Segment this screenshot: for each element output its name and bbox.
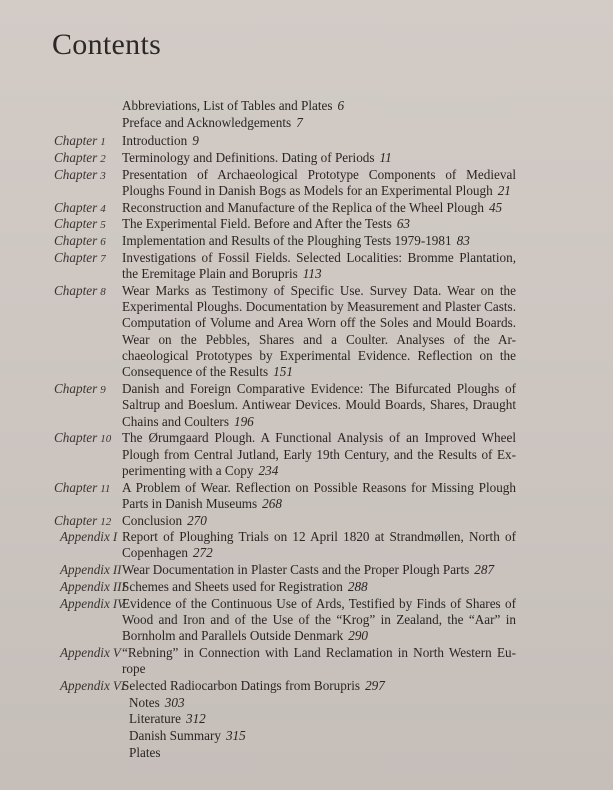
entry-label-word: Chapter	[54, 199, 98, 215]
entry-page-number: 287	[474, 562, 495, 578]
entry-page-number: 21	[497, 183, 511, 199]
entry-label-word: Appendix	[60, 562, 110, 578]
entry-page-number: 196	[233, 413, 254, 429]
entry-title-text: Implementation and Results of the Ploughing Tests 1979-1981	[122, 233, 452, 249]
entry-label-number: V	[112, 644, 121, 660]
entry-label-word: Appendix	[60, 578, 110, 594]
entry-title	[122, 167, 516, 200]
entry-label	[60, 529, 117, 545]
entry-label-number: III	[112, 578, 126, 594]
entry-label	[60, 678, 125, 694]
entry-label-number: 7	[100, 252, 106, 265]
entry-title-text: A Problem of Wear. Reflection on Possible Reasons for Missing Plough Parts in Danish Museums	[122, 479, 516, 511]
entry-page-number: 268	[262, 495, 282, 511]
entry-page-number: 312	[185, 711, 206, 727]
entry-label-number: 8	[100, 285, 106, 298]
entry-label-word: Chapter	[54, 512, 98, 528]
entry-title	[122, 250, 516, 283]
entry-title-text: “Rebning” in Connection with Land Reclamation in North Western Eu-rope	[122, 644, 516, 677]
entry-page-number: 151	[273, 364, 293, 380]
entry-title-text: The Ørumgaard Plough. A Functional Analysis of an Improved Wheel Plough from Central Jutland, Early 19th Century, and the Results of Ex-perimenting with a Copy	[122, 430, 516, 478]
toc-entry	[0, 167, 613, 200]
entry-title	[122, 381, 516, 430]
entry-label	[54, 513, 111, 530]
toc-entry	[0, 98, 613, 115]
toc-entry	[0, 711, 613, 728]
entry-label-word: Appendix	[60, 529, 110, 545]
toc-entry	[0, 695, 613, 712]
entry-title-text: Literature	[129, 711, 181, 727]
entry-title	[122, 430, 516, 479]
entry-title	[122, 150, 516, 167]
entry-label-number: VI	[112, 677, 126, 693]
entry-label	[54, 480, 110, 497]
entry-label-word: Chapter	[54, 282, 98, 298]
entry-label-number: 1	[100, 136, 106, 149]
entry-title-text: The Experimental Field. Before and After the Tests	[122, 216, 392, 232]
entry-label	[54, 133, 106, 150]
entry-title	[122, 513, 516, 530]
toc-entry	[0, 283, 613, 381]
entry-title	[122, 596, 516, 645]
entry-title	[122, 283, 516, 381]
entry-label-number: 11	[100, 482, 111, 495]
toc-entry	[0, 216, 613, 233]
entry-label	[54, 167, 106, 184]
entry-label	[54, 216, 106, 233]
entry-page-number: 297	[365, 677, 385, 693]
entry-label-number: 9	[100, 383, 106, 396]
entry-title-text: Investigations of Fossil Fields. Selected Localities: Bromme Plantation, the Eremitage Plain and Borupris	[122, 249, 516, 282]
entry-label-number: 5	[100, 219, 106, 232]
entry-label	[60, 562, 121, 578]
entry-title-text: Reconstruction and Manufacture of the Replica of the Wheel Plough	[122, 199, 484, 215]
entry-title	[129, 728, 523, 745]
entry-title-text: Selected Radiocarbon Datings from Borupris	[122, 677, 361, 693]
entry-page-number: 113	[302, 266, 322, 282]
entry-title	[122, 562, 516, 579]
entry-label-number: II	[112, 562, 122, 578]
entry-label	[54, 200, 106, 217]
entry-label-word: Appendix	[60, 677, 110, 693]
toc-entry	[0, 745, 613, 762]
entry-label	[60, 596, 125, 612]
entry-title-text: Presentation of Archaeological Prototype Components of Medieval Ploughs Found in Danish Bogs as Models for an Experimental Plough	[122, 166, 516, 199]
entry-title	[122, 480, 516, 513]
toc-entry	[0, 200, 613, 217]
entry-label-word: Chapter	[54, 479, 98, 495]
entry-page-number: 11	[379, 150, 392, 166]
entry-page-number: 9	[192, 133, 199, 149]
entry-title	[122, 233, 516, 250]
entry-label	[54, 381, 106, 398]
toc-entry	[0, 678, 613, 695]
toc-entry	[0, 728, 613, 745]
entry-title-text: Preface and Acknowledgements	[122, 114, 292, 130]
entry-title-text: Wear Marks as Testimony of Specific Use. Survey Data. Wear on the Experimental Ploughs. Documentation by Measurement and Plaster Casts. Computation of Volume and Area Worn off the Soles and Mould Boards. Wear on the Pebbles, Shares and a Coulter. Analyses of the Ar-chaeological Prototypes by Experimental Evidence. Reflection on the Consequence of the Results	[122, 282, 516, 380]
entry-title-text: Conclusion	[122, 512, 183, 528]
entry-label-number: 6	[100, 236, 106, 249]
entry-label	[60, 645, 121, 661]
entry-label-number: 4	[100, 202, 106, 215]
toc-entry	[0, 480, 613, 513]
entry-title	[129, 711, 523, 728]
toc-entry	[0, 150, 613, 167]
entry-label	[54, 250, 106, 267]
entry-page-number: 234	[258, 462, 279, 478]
entry-title	[129, 695, 523, 712]
entry-label-word: Chapter	[54, 216, 98, 232]
entry-label-number: 10	[100, 433, 112, 446]
entry-label	[60, 579, 126, 595]
entry-title-text: Evidence of the Continuous Use of Ards, Testified by Finds of Shares of Wood and Iron and of the Use of the “Krog” in Zealand, the “Aar” in Bornholm and Parallels Outside Denmark	[122, 595, 516, 644]
entry-title-text: Plates	[129, 744, 161, 760]
toc-entry	[0, 115, 613, 132]
entry-title-text: Schemes and Sheets used for Registration	[122, 578, 343, 594]
entry-title	[122, 200, 516, 217]
entry-title-text: Abbreviations, List of Tables and Plates	[122, 98, 333, 113]
toc-entry	[0, 529, 613, 562]
entry-label	[54, 283, 106, 300]
entry-label	[54, 150, 106, 167]
entry-label-word: Chapter	[54, 150, 98, 166]
entry-title-text: Report of Ploughing Trials on 12 April 1820 at Strandmøllen, North of Copenhagen	[122, 529, 516, 561]
entry-page-number: 272	[192, 545, 213, 561]
entry-title	[122, 98, 516, 115]
entry-page-number: 303	[164, 694, 185, 710]
entry-title	[122, 678, 516, 695]
entry-title-text: Danish Summary	[129, 727, 221, 743]
entry-label-number: 2	[100, 153, 106, 166]
entry-label-word: Chapter	[54, 380, 98, 396]
entry-title-text: Danish and Foreign Comparative Evidence: The Bifurcated Ploughs of Saltrup and Boeslum. Antiwear Devices. Mould Boards, Shares, Draught Chains and Coulters	[122, 380, 516, 429]
entry-page-number: 6	[337, 98, 345, 113]
entry-title	[129, 745, 523, 762]
toc-entry	[0, 645, 613, 678]
toc-entry	[0, 579, 613, 596]
toc-entry	[0, 596, 613, 645]
entry-label	[54, 430, 111, 447]
entry-label-number: 3	[100, 169, 106, 182]
entry-label-number: IV	[112, 595, 126, 611]
entry-label	[54, 233, 106, 250]
entry-page-number: 315	[225, 727, 246, 743]
entry-title-text: Terminology and Definitions. Dating of Periods	[122, 150, 375, 166]
toc-entry	[0, 233, 613, 250]
entry-label-number: 12	[100, 515, 112, 528]
entry-title	[122, 133, 516, 150]
entry-page-number: 63	[396, 216, 411, 232]
entry-page-number: 7	[296, 114, 303, 130]
entry-page-number: 288	[347, 578, 368, 594]
entry-label-word: Chapter	[54, 133, 98, 149]
entry-page-number: 83	[456, 233, 470, 249]
entry-label-word: Chapter	[54, 249, 98, 265]
entry-page-number: 45	[488, 199, 503, 215]
entry-title-text: Introduction	[122, 133, 188, 149]
entry-label-number: I	[112, 529, 118, 545]
entry-title	[122, 645, 516, 678]
entry-title	[122, 216, 516, 233]
entry-label-word: Chapter	[54, 166, 98, 182]
entry-label-word: Appendix	[60, 595, 110, 611]
toc-entry	[0, 430, 613, 479]
entry-title	[122, 115, 516, 132]
entry-title	[122, 579, 516, 596]
entry-title-text: Wear Documentation in Plaster Casts and the Proper Plough Parts	[122, 562, 470, 578]
entry-label-word: Chapter	[54, 233, 98, 249]
entry-title	[122, 529, 516, 562]
toc-entry	[0, 513, 613, 530]
entry-title-text: Notes	[129, 694, 160, 710]
toc-entry	[0, 133, 613, 150]
entry-label-word: Chapter	[54, 430, 98, 446]
table-of-contents	[0, 98, 613, 761]
entry-page-number: 270	[187, 512, 207, 528]
toc-entry	[0, 562, 613, 579]
toc-entry	[0, 381, 613, 430]
entry-label-word: Appendix	[60, 644, 110, 660]
page-title: Contents	[52, 28, 162, 61]
entry-page-number: 290	[348, 628, 368, 644]
toc-entry	[0, 250, 613, 283]
